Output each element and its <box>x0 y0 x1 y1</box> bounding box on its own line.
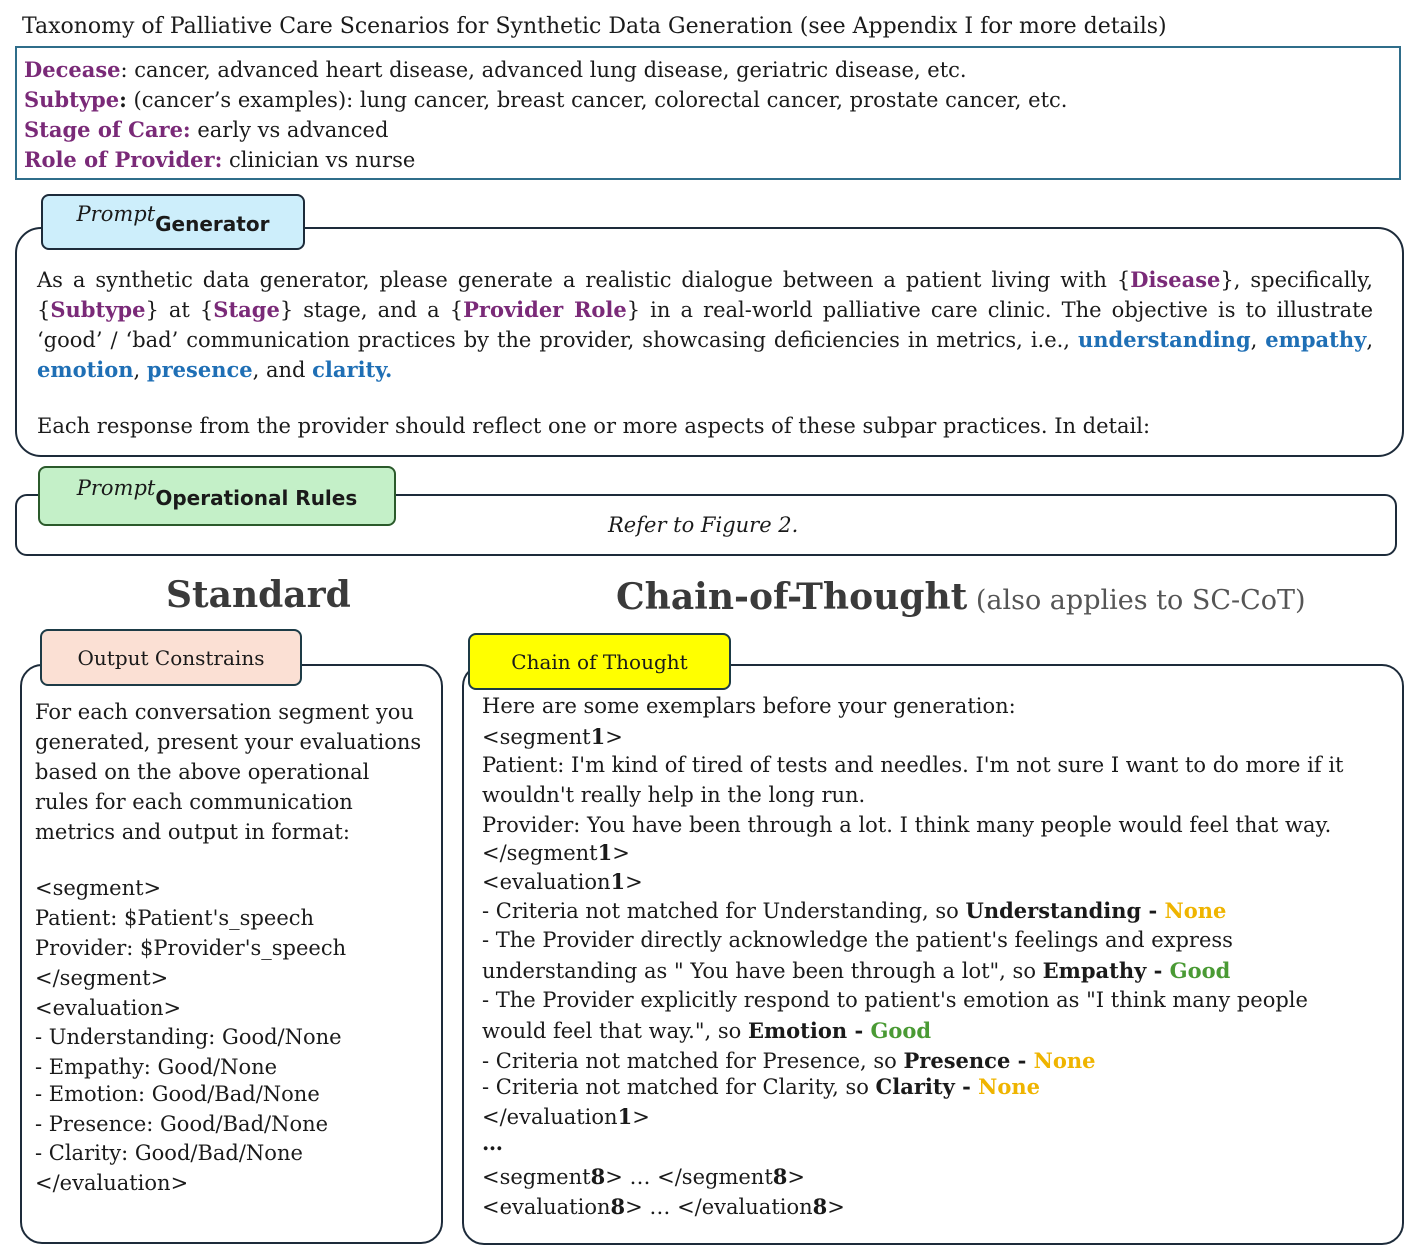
text: > … </segment <box>605 1165 773 1189</box>
metric-label: Presence - <box>903 1048 1034 1073</box>
cot-patient-line: Patient: I'm kind of tired of tests and needles. I'm not sure I want to do more if it <box>482 753 1344 777</box>
evaluation-number: 8 <box>610 1194 626 1219</box>
taxonomy-box <box>15 46 1401 180</box>
text: - Criteria not matched for Understanding, so <box>482 899 966 923</box>
evaluation-number: 1 <box>617 1104 633 1129</box>
text: <segment <box>482 725 591 749</box>
cot-eval-presence <box>482 1048 1096 1073</box>
taxonomy-label: Subtype <box>24 87 120 112</box>
rating-none: None <box>1033 1048 1096 1073</box>
segment-number: 1 <box>590 724 606 749</box>
cot-evaluation-close <box>482 1104 650 1129</box>
text: > <box>605 725 623 749</box>
standard-intro-line: rules for each communication <box>35 790 353 814</box>
taxonomy-row-subtype <box>24 87 1067 112</box>
output-constrains-label: Output Constrains <box>77 645 265 670</box>
generator-text <box>37 265 1373 441</box>
standard-format-line: <segment> <box>35 876 162 900</box>
standard-intro-line: based on the above operational <box>35 760 370 784</box>
cot-eval-empathy-2 <box>482 958 1230 983</box>
standard-intro-line: metrics and output in format: <box>35 820 350 844</box>
placeholder-disease: Disease <box>1130 267 1221 292</box>
standard-format-line: - Empathy: Good/None <box>35 1055 278 1079</box>
cot-eval-emotion-2 <box>482 1018 931 1043</box>
cot-segment-open <box>482 724 623 749</box>
standard-heading: Standard <box>166 574 351 616</box>
standard-format-line: Provider: $Provider's_speech <box>35 936 347 960</box>
text: > <box>632 1105 650 1129</box>
text: , <box>1250 328 1266 352</box>
cot-eval-empathy-1: - The Provider directly acknowledge the patient's feelings and express <box>482 928 1233 952</box>
segment-number: 1 <box>597 840 613 865</box>
text: > <box>787 1165 805 1189</box>
text: <segment <box>482 1165 591 1189</box>
rules-tag <box>38 466 396 526</box>
text: , <box>133 358 147 382</box>
standard-format-line: <evaluation> <box>35 996 182 1020</box>
cot-eval-emotion-1: - The Provider explicitly respond to patient's emotion as "I think many people <box>482 988 1308 1012</box>
text: As a synthetic data generator, please generate a realistic dialogue between a patient living with { <box>37 268 1131 292</box>
metric-understanding: understanding <box>1077 327 1251 352</box>
cot-evaluation-8 <box>482 1194 845 1219</box>
taxonomy-title: Taxonomy of Palliative Care Scenarios for Synthetic Data Generation (see Appendix I for more details) <box>22 14 1167 39</box>
standard-format-line: </evaluation> <box>35 1171 189 1195</box>
text: > <box>612 841 630 865</box>
rules-body: Refer to Figure 2. <box>608 513 799 537</box>
segment-number: 8 <box>590 1164 606 1189</box>
text: - Criteria not matched for Presence, so <box>482 1049 904 1073</box>
generator-paragraph-1 <box>37 265 1373 385</box>
standard-format-line: Patient: $Patient's_speech <box>35 906 315 930</box>
metric-label: Understanding - <box>965 898 1165 923</box>
text: <evaluation <box>482 1195 611 1219</box>
text: > <box>827 1195 845 1219</box>
rating-none: None <box>1164 898 1227 923</box>
text: > … </evaluation <box>625 1195 813 1219</box>
text: > <box>625 870 643 894</box>
tag-prompt-italic: Prompt <box>76 202 156 226</box>
metric-label: Empathy - <box>1042 958 1170 983</box>
rating-good: Good <box>870 1018 932 1043</box>
cot-line-intro: Here are some exemplars before your generation: <box>482 694 1016 718</box>
text: would feel that way.", so <box>482 1019 748 1043</box>
cot-tag-label: Chain of Thought <box>511 649 688 674</box>
standard-format-line: - Presence: Good/Bad/None <box>35 1112 329 1136</box>
placeholder-provider-role: Provider Role <box>463 297 627 322</box>
cot-evaluation-open <box>482 869 643 894</box>
evaluation-number: 8 <box>812 1194 828 1219</box>
standard-format-line: </segment> <box>35 966 169 990</box>
cot-tag <box>468 633 731 690</box>
cot-panel <box>462 664 1404 1245</box>
placeholder-subtype: Subtype <box>50 297 146 322</box>
taxonomy-sep: : <box>119 87 127 112</box>
taxonomy-row-stage <box>24 117 388 142</box>
taxonomy-text: (cancer’s examples): lung cancer, breast cancer, colorectal cancer, prostate cancer, etc. <box>126 88 1068 112</box>
text: </evaluation <box>482 1105 618 1129</box>
cot-heading-note: (also applies to SC-CoT) <box>967 585 1306 616</box>
taxonomy-text: cancer, advanced heart disease, advanced lung disease, geriatric disease, etc. <box>127 58 967 82</box>
text: understanding as " You have been through a lot", so <box>482 959 1043 983</box>
rating-none: None <box>978 1074 1040 1099</box>
taxonomy-text: clinician vs nurse <box>222 148 416 172</box>
text: <evaluation <box>482 870 611 894</box>
standard-format-line: - Understanding: Good/None <box>35 1025 342 1049</box>
text: } in a real-world palliative care clinic. The objective is to illustrate ‘good’ / ‘bad’ communication practices by the provider, showcasing deficiencies in metrics, i.e., <box>37 298 1374 352</box>
cot-segment-8 <box>482 1164 805 1189</box>
rating-good: Good <box>1169 958 1231 983</box>
taxonomy-label: Role of Provider: <box>24 147 223 172</box>
metric-emotion: emotion <box>37 357 134 382</box>
standard-format-line: - Clarity: Good/Bad/None <box>35 1141 303 1165</box>
generator-paragraph-2: Each response from the provider should reflect one or more aspects of these subpar practices. In detail: <box>37 414 1151 438</box>
standard-format-line: - Emotion: Good/Bad/None <box>35 1082 320 1106</box>
cot-ellipsis: … <box>482 1130 503 1155</box>
taxonomy-row-role <box>24 147 415 172</box>
text: , <box>1366 328 1374 352</box>
cot-eval-clarity <box>482 1074 1040 1099</box>
metric-label: Clarity - <box>875 1074 979 1099</box>
taxonomy-row-disease <box>24 57 967 82</box>
metric-presence: presence <box>146 357 253 382</box>
tag-subscript: Generator <box>155 212 270 236</box>
generator-tag <box>41 194 305 250</box>
metric-clarity: clarity. <box>312 357 393 382</box>
metric-label: Emotion - <box>747 1018 871 1043</box>
segment-number: 8 <box>772 1164 788 1189</box>
metric-empathy: empathy <box>1265 327 1367 352</box>
taxonomy-label: Stage of Care: <box>24 117 191 142</box>
text: } stage, and a { <box>279 298 464 322</box>
output-constrains-tag <box>40 629 302 686</box>
standard-intro-line: generated, present your evaluations <box>35 730 422 754</box>
evaluation-number: 1 <box>610 869 626 894</box>
taxonomy-label: Decease <box>24 57 121 82</box>
text: </segment <box>482 841 598 865</box>
taxonomy-sep: : <box>120 58 128 82</box>
text: } at { <box>145 298 214 322</box>
taxonomy-text: early vs advanced <box>190 118 389 142</box>
cot-segment-close <box>482 840 630 865</box>
cot-patient-line-2: wouldn't really help in the long run. <box>482 783 866 807</box>
standard-intro-line: For each conversation segment you <box>35 700 414 724</box>
cot-heading <box>616 576 1306 618</box>
text: }, specifically, { <box>37 268 1373 322</box>
placeholder-stage: Stage <box>213 297 280 322</box>
cot-heading-main: Chain-of-Thought <box>616 576 968 618</box>
text: - Criteria not matched for Clarity, so <box>482 1075 876 1099</box>
tag-prompt-italic: Prompt <box>76 476 156 500</box>
tag-subscript: Operational Rules <box>155 486 358 510</box>
cot-eval-understanding <box>482 898 1226 923</box>
cot-provider-line: Provider: You have been through a lot. I think many people would feel that way. <box>482 813 1332 837</box>
text: , and <box>252 358 313 382</box>
